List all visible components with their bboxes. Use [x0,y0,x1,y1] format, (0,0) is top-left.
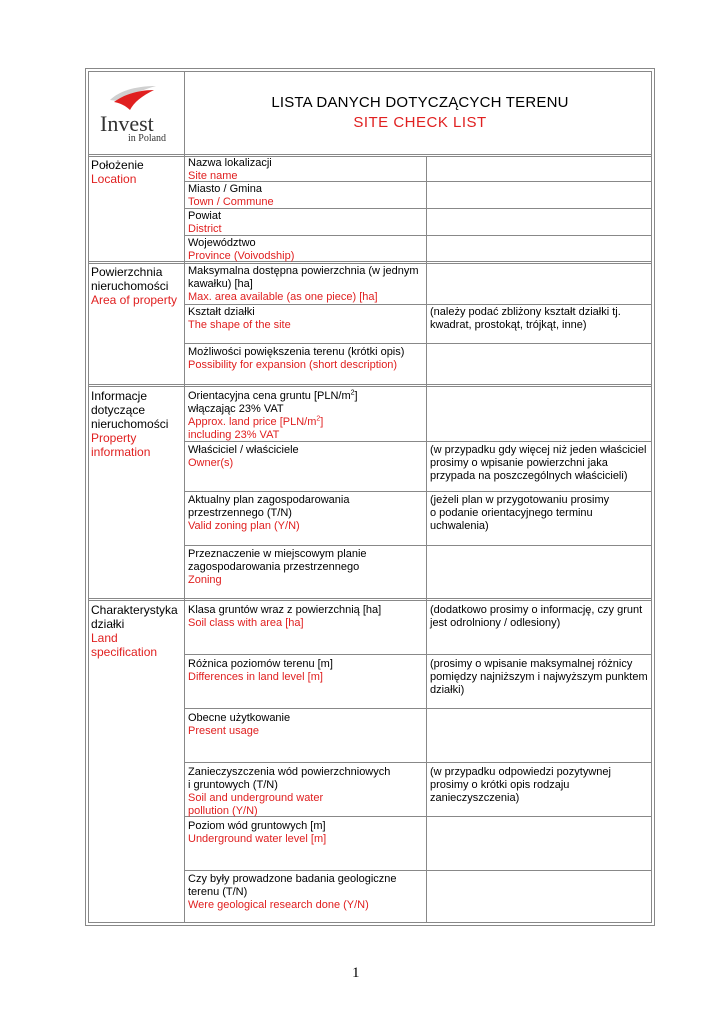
row-divider [185,654,652,655]
row-site-name-en: Site name [188,170,238,182]
section-area-pl1: Powierzchnia [91,265,163,279]
row-owner-note2: prosimy o wpisanie powierzchni jaka [430,457,608,469]
row-price-pl2: włączając 23% VAT [188,403,284,415]
section-property-en2: information [91,445,151,459]
row-pollution-pl2: i gruntowych (T/N) [188,779,278,791]
section-divider [88,261,652,262]
section-location-pl: Położenie [91,158,144,172]
section-land-en2: specification [91,645,158,659]
row-max-area-en: Max. area available (as one piece) [ha] [188,291,378,303]
section-land-en1: Land [91,631,118,645]
row-level-pl: Różnica poziomów terenu [m] [188,658,333,670]
row-shape-note2: kwadrat, prostokąt, trójkąt, inne) [430,319,587,331]
section-divider [88,384,652,385]
invest-in-poland-logo [96,80,180,146]
row-shape-pl: Kształt działki [188,306,255,318]
district-value-cell[interactable] [427,209,651,234]
row-zoning-plan-en: Valid zoning plan (Y/N) [188,520,300,532]
row-divider [185,491,652,492]
page-title-english: SITE CHECK LIST [353,114,487,131]
row-pollution-pl1: Zanieczyszczenia wód powierzchniowych [188,766,391,778]
water-value-cell[interactable] [427,817,651,869]
row-max-area-pl2: kawałku) [ha] [188,278,253,290]
row-town-pl: Miasto / Gmina [188,183,262,195]
row-zoning-plan-note3: uchwalenia) [430,520,489,532]
section-divider [88,598,652,599]
section-location-en: Location [91,172,137,186]
row-expansion-pl: Możliwości powiększenia terenu (krótki opis) [188,346,405,358]
expansion-value-cell[interactable] [427,344,651,384]
row-pollution-en2: pollution (Y/N) [188,805,258,817]
usage-value-cell[interactable] [427,709,651,761]
section-property-pl1: Informacje [91,389,148,403]
row-owner-note1: (w przypadku gdy więcej niż jeden właściciel [430,444,647,456]
row-town-en: Town / Commune [188,196,274,208]
row-owner-en: Owner(s) [188,457,234,469]
row-price-pl1: Orientacyjna cena gruntu $[PLN/m^2]$ [188,389,358,402]
row-level-note3: działki) [430,684,465,696]
row-level-en: Differences in land level [m] [188,671,323,683]
row-usage-pl: Obecne użytkowanie [188,712,291,724]
max-area-value-cell[interactable] [427,264,651,303]
row-pollution-note3: zanieczyszczenia) [430,792,520,804]
row-shape-note1: (należy podać zbliżony kształt działki tj. [430,306,621,318]
row-price-en2: including 23% VAT [188,429,280,441]
row-zoning-pl2: zagospodarowania przestrzennego [188,561,360,573]
row-pollution-en1: Soil and underground water [188,792,324,804]
row-level-note2: pomiędzy najniższym i najwyższym punktem [430,671,648,683]
row-zoning-en: Zoning [188,574,222,586]
town-value-cell[interactable] [427,182,651,207]
row-district-en: District [188,223,222,235]
section-land-pl2: działki [91,617,125,631]
logo-brand-text: Invest [100,111,154,136]
section-area-pl2: nieruchomości [91,279,169,293]
row-water-en: Underground water level [m] [188,833,327,845]
row-zoning-pl1: Przeznaczenie w miejscowym planie [188,548,367,560]
province-value-cell[interactable] [427,236,651,261]
logo-sub-text: in Poland [128,133,167,144]
section-property-en1: Property [91,431,137,445]
row-geology-pl2: terenu (T/N) [188,886,248,898]
header-divider [88,154,652,155]
row-pollution-note2: prosimy o krótki opis rodzaju [430,779,570,791]
row-soil-note1: (dodatkowo prosimy o informację, czy grunt [430,604,643,616]
row-province-en: Province (Voivodship) [188,250,295,262]
row-usage-en: Present usage [188,725,259,737]
column-divider-left [184,71,185,923]
row-site-name-pl: Nazwa lokalizacji [188,157,272,169]
row-district-pl: Powiat [188,210,222,222]
row-soil-en: Soil class with area [ha] [188,617,304,629]
row-owner-pl: Właściciel / właściciele [188,444,299,456]
row-divider [185,762,652,763]
section-property-pl3: nieruchomości [91,417,169,431]
row-price-en1: Approx. land price $[PLN/m^2]$ [188,415,324,428]
row-soil-note2: jest odrolniony / odlesiony) [430,617,561,629]
row-soil-pl: Klasa gruntów wraz z powierzchnią [ha] [188,604,382,616]
row-geology-pl1: Czy były prowadzone badania geologiczne [188,873,397,885]
row-water-pl: Poziom wód gruntowych [m] [188,820,326,832]
site-name-value-cell[interactable] [427,157,651,181]
section-area-en: Area of property [91,293,178,307]
section-divider-2 [88,600,652,601]
price-value-cell[interactable] [427,387,651,440]
row-expansion-en: Possibility for expansion (short description) [188,359,398,371]
row-zoning-plan-pl2: przestrzennego (T/N) [188,507,292,519]
section-property-pl2: dotyczące [91,403,146,417]
zoning-value-cell[interactable] [427,546,651,597]
row-province-pl: Województwo [188,237,256,249]
row-divider [185,304,652,305]
row-zoning-plan-note1: (jeżeli plan w przygotowaniu prosimy [430,494,610,506]
page-number: 1 [352,965,360,981]
row-max-area-pl1: Maksymalna dostępna powierzchnia (w jednym [188,265,419,277]
row-zoning-plan-pl1: Aktualny plan zagospodarowania [188,494,350,506]
row-owner-note3: przypada na poszczególnych właścicieli) [430,470,628,482]
row-pollution-note1: (w przypadku odpowiedzi pozytywnej [430,766,611,778]
section-land-pl1: Charakterystyka [91,603,178,617]
row-zoning-plan-note2: o podanie orientacyjnego terminu [430,507,593,519]
row-shape-en: The shape of the site [188,319,291,331]
row-level-note1: (prosimy o wpisanie maksymalnej różnicy [430,658,633,670]
row-geology-en: Were geological research done (Y/N) [188,899,369,911]
page-title-polish: LISTA DANYCH DOTYCZĄCYCH TERENU [271,94,569,111]
geology-value-cell[interactable] [427,871,651,922]
